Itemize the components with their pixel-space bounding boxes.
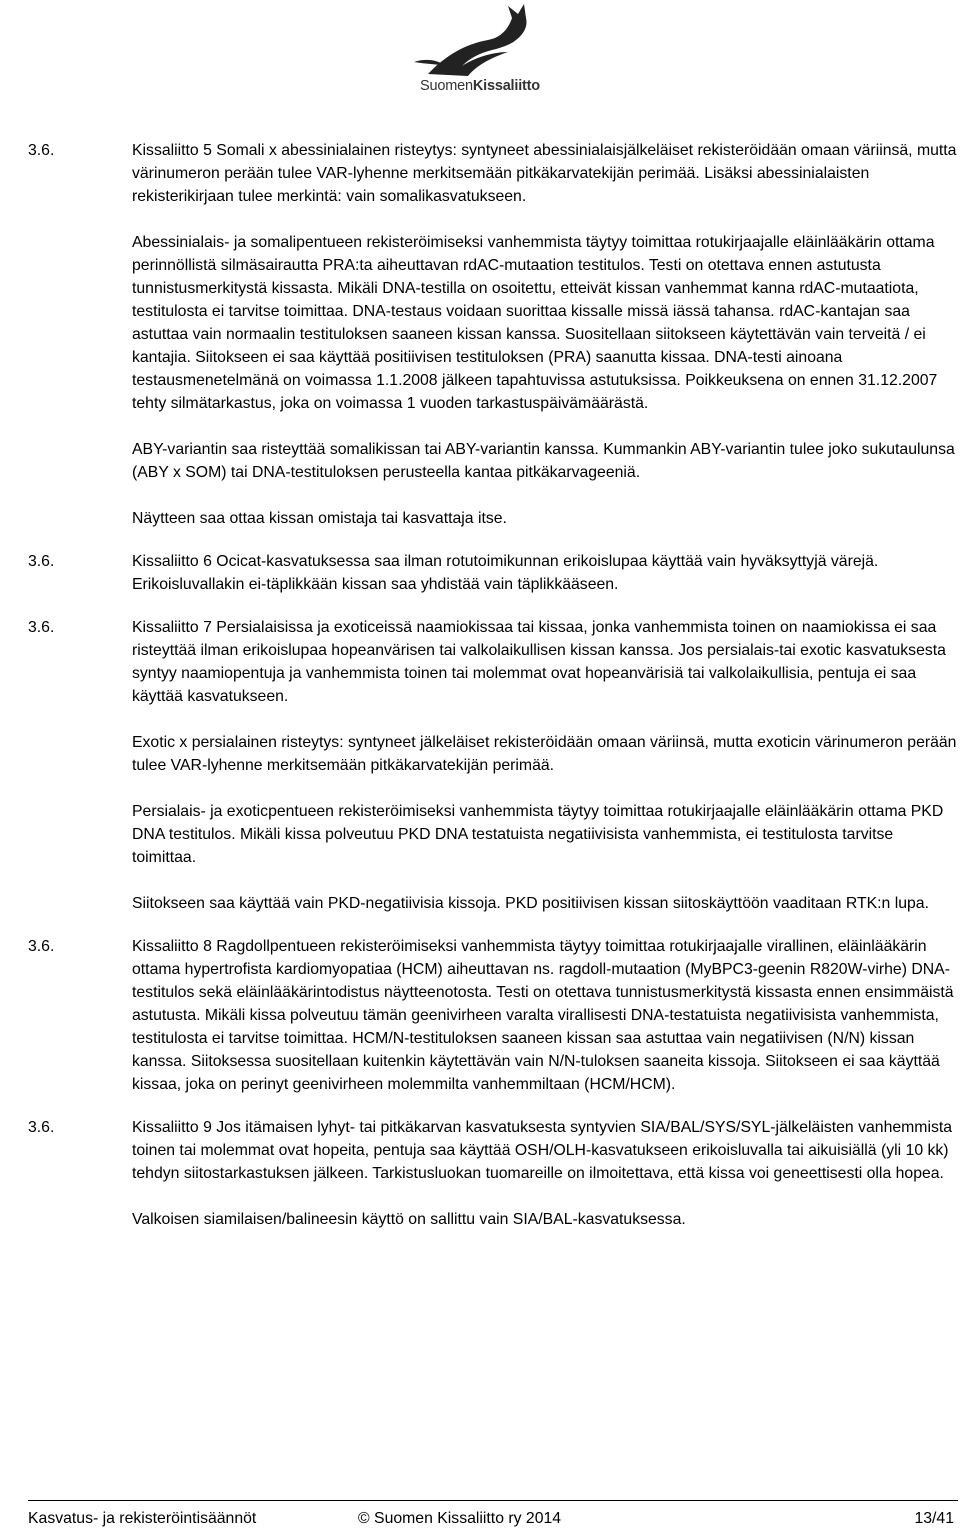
section-number: 3.6. <box>28 142 55 159</box>
section-kissaliitto-9 <box>28 1116 958 1231</box>
footer-page-number: 13/41 <box>914 1510 954 1527</box>
document-body <box>28 139 958 1251</box>
section-kissaliitto-7 <box>28 616 958 915</box>
paragraph: Kissaliitto 6 Ocicat-kasvatuksessa saa ilman rotutoimikunnan erikoislupaa käyttää vain hyväksyttyjä värejä. Erikoisluvallakin ei-täplikkään kissan saa yhdistää vain täplikkääseen. <box>132 553 879 593</box>
section-number: 3.6. <box>28 1119 55 1136</box>
paragraph: Valkoisen siamilaisen/balineesin käyttö on sallittu vain SIA/BAL-kasvatuksessa. <box>132 1211 686 1228</box>
paragraph: Kissaliitto 5 Somali x abessinialainen risteytys: syntyneet abessinialaisjälkeläiset rekisteröidään omaan väriinsä, mutta värinumeron perään tulee VAR-lyhenne merkitsemään pitkäkarvatekijän perimää. Lisäksi abessinialaisten rekisterikirjaan tulee merkintä: vain somalikasvatukseen. <box>132 142 957 205</box>
section-kissaliitto-6 <box>28 550 958 596</box>
footer-document-title: Kasvatus- ja rekisteröintisäännöt <box>28 1510 257 1527</box>
paragraph: Kissaliitto 8 Ragdollpentueen rekisteröimiseksi vanhemmista täytyy toimittaa rotukirjaajalle virallinen, eläinlääkärin ottama hypertrofista kardiomyopatiaa (HCM) aiheuttavan ns. ragdoll-mutaation (MyBPC3-geenin R820W-virhe) DNA-testitulos sekä eläinlääkärintodistus näytteenotosta. Testi on otettava tunnistusmerkitystä kissasta ennen ensimmäistä astutusta. Mikäli kissa polveutuu tämän geenivirheen varalta virallisesti DNA-testatuista negatiivisista vanhemmista, testitulosta ei tarvitse toimittaa. HCM/N-testituloksen saaneen kissan saa astuttaa vain negatiivisen (N/N) kissan kanssa. Siitoksessa suositellaan kuitenkin käytettävän vain N/N-tuloksen saaneita kissoja. Siitokseen ei saa käyttää kissaa, joka on perinyt geenivirheen molemmilta vanhemmiltaan (HCM/HCM). <box>132 938 954 1093</box>
section-number: 3.6. <box>28 553 55 570</box>
cat-logo-icon <box>400 0 560 80</box>
page-footer <box>28 1500 958 1532</box>
paragraph: Exotic x persialainen risteytys: syntyneet jälkeläiset rekisteröidään omaan väriinsä, mutta exoticin värinumeron perään tulee VAR-lyhenne merkitsemään pitkäkarvatekijän perimää. <box>132 734 957 774</box>
paragraph: Siitokseen saa käyttää vain PKD-negatiivisia kissoja. PKD positiivisen kissan siitoskäyttöön vaaditaan RTK:n lupa. <box>132 895 929 912</box>
section-number: 3.6. <box>28 938 55 955</box>
paragraph: Näytteen saa ottaa kissan omistaja tai kasvattaja itse. <box>132 510 507 527</box>
section-kissaliitto-8 <box>28 935 958 1096</box>
section-kissaliitto-5 <box>28 139 958 530</box>
paragraph: Kissaliitto 9 Jos itämaisen lyhyt- tai pitkäkarvan kasvatuksesta syntyvien SIA/BAL/SYS/SYL-jälkeläisten vanhemmista toinen tai molemmat ovat hopeita, pentuja saa käyttää OSH/OLH-kasvatukseen erikoisluvalla tai aikuisiällä (yli 10 kk) tehdyn siitostarkastuksen jälkeen. Tarkistusluokan tuomareille on ilmoitettava, että kissa voi geneettisesti olla hopea. <box>132 1119 953 1182</box>
logo-text-bold: Kissaliitto <box>472 78 540 94</box>
section-number: 3.6. <box>28 619 55 636</box>
footer-copyright: © Suomen Kissaliitto ry 2014 <box>358 1510 562 1527</box>
paragraph: Persialais- ja exoticpentueen rekisteröimiseksi vanhemmista täytyy toimittaa rotukirjaajalle eläinlääkärin ottama PKD DNA testitulos. Mikäli kissa polveutuu PKD DNA testatuista negatiivisista vanhemmista, ei testitulosta tarvitse toimittaa. <box>132 803 944 866</box>
logo-text-light: Suomen <box>420 78 473 94</box>
logo <box>400 0 560 100</box>
logo-text <box>400 78 560 94</box>
paragraph: Kissaliitto 7 Persialaisissa ja exoticeissä naamiokissaa tai kissaa, jonka vanhemmista toinen on naamiokissa ei saa risteyttää ilman erikoislupaa hopeanvärisen tai valkolaikullisen kissan kanssa. Jos persialais-tai exotic kasvatuksesta syntyy naamiopentuja ja vanhemmista toinen tai molemmat ovat hopeanvärisiä tai valkolaikullisia, pentuja ei saa käyttää kasvatukseen. <box>132 619 946 705</box>
paragraph: Abessinialais- ja somalipentueen rekisteröimiseksi vanhemmista täytyy toimittaa rotukirjaajalle eläinlääkärin ottama perinnöllistä silmäsairautta PRA:ta aiheuttavan rdAC-mutaation testitulos. Testi on otettava ennen astutusta tunnistusmerkitystä kissasta. Mikäli DNA-testilla on osoitettu, etteivät kissan vanhemmat kanna rdAC-mutaatiota, testitulosta ei tarvitse toimittaa. DNA-testaus voidaan suorittaa kissalle missä iässä tahansa. rdAC-kantajan saa astuttaa vain normaalin testituloksen saaneen kissan kanssa. Suositellaan siitokseen käytettävän vain terveitä / ei kantajia. Siitokseen ei saa käyttää positiivisen testituloksen (PRA) saanutta kissaa. DNA-testi ainoana testausmenetelmänä on voimassa 1.1.2008 jälkeen tapahtuvissa astutuksissa. Poikkeuksena on ennen 31.12.2007 tehty silmätarkastus, joka on voimassa 1 vuoden tarkastuspäivämäärästä. <box>132 234 938 412</box>
paragraph: ABY-variantin saa risteyttää somalikissan tai ABY-variantin kanssa. Kummankin ABY-variantin tulee joko sukutaulunsa (ABY x SOM) tai DNA-testituloksen perusteella kantaa pitkäkarvageeniä. <box>132 441 955 481</box>
